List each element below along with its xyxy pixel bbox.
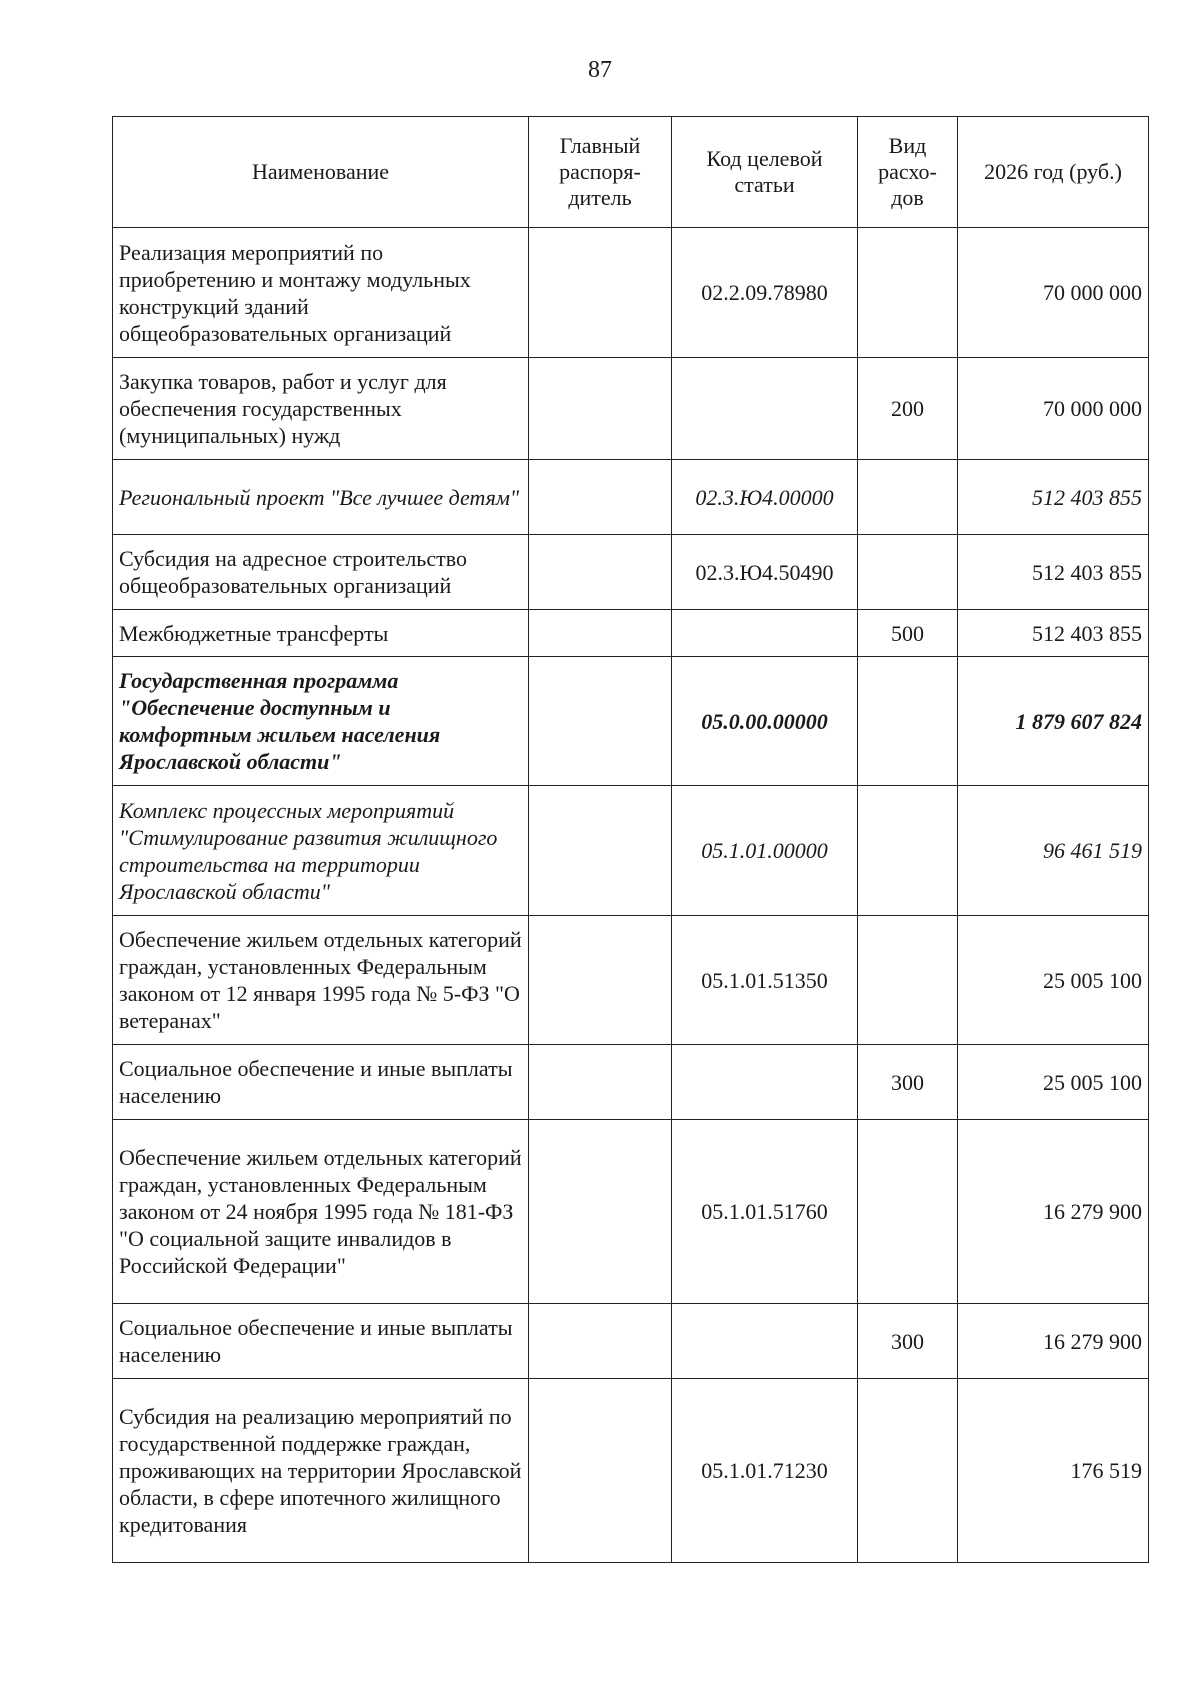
cell-name: Региональный проект "Все лучшее детям" [113,460,529,535]
table-row [113,657,1149,786]
cell-name: Реализация мероприятий по приобретению и монтажу модульных конструкций зданий общеобразовательных организаций [113,228,529,358]
cell-amount: 16 279 900 [958,1304,1149,1379]
cell-main-manager [529,1379,672,1563]
cell-expense-type [858,535,958,610]
cell-amount: 512 403 855 [958,535,1149,610]
table-row [113,786,1149,916]
cell-expense-type: 300 [858,1304,958,1379]
cell-name: Межбюджетные трансферты [113,610,529,657]
cell-amount: 176 519 [958,1379,1149,1563]
cell-amount: 96 461 519 [958,786,1149,916]
cell-expense-type [858,1379,958,1563]
header-year-2026: 2026 год (руб.) [958,117,1149,228]
cell-main-manager [529,228,672,358]
cell-target-code [672,1304,858,1379]
table-row [113,610,1149,657]
cell-expense-type [858,786,958,916]
cell-expense-type [858,228,958,358]
cell-target-code: 05.0.00.00000 [672,657,858,786]
header-main-manager: Главный распоря-дитель [529,117,672,228]
cell-expense-type: 500 [858,610,958,657]
table-row [113,460,1149,535]
table-row [113,535,1149,610]
cell-expense-type: 200 [858,358,958,460]
cell-amount: 16 279 900 [958,1120,1149,1304]
table-row [113,916,1149,1045]
cell-amount: 1 879 607 824 [958,657,1149,786]
table-row [113,1304,1149,1379]
table-row [113,358,1149,460]
cell-main-manager [529,358,672,460]
cell-amount: 512 403 855 [958,460,1149,535]
cell-name: Социальное обеспечение и иные выплаты населению [113,1045,529,1120]
cell-name: Обеспечение жильем отдельных категорий граждан, установленных Федеральным законом от 12 января 1995 года № 5-ФЗ "О ветеранах" [113,916,529,1045]
cell-main-manager [529,1045,672,1120]
cell-main-manager [529,786,672,916]
cell-target-code: 05.1.01.51350 [672,916,858,1045]
cell-target-code [672,610,858,657]
cell-amount: 70 000 000 [958,228,1149,358]
cell-expense-type [858,916,958,1045]
cell-expense-type [858,1120,958,1304]
cell-name: Субсидия на реализацию мероприятий по государственной поддержке граждан, проживающих на территории Ярославской области, в сфере ипотечного жилищного кредитования [113,1379,529,1563]
cell-expense-type [858,657,958,786]
table-row [113,1379,1149,1563]
cell-name: Государственная программа "Обеспечение доступным и комфортным жильем населения Ярославской области" [113,657,529,786]
cell-target-code: 05.1.01.71230 [672,1379,858,1563]
table-row [113,1120,1149,1304]
cell-name: Субсидия на адресное строительство общеобразовательных организаций [113,535,529,610]
cell-main-manager [529,460,672,535]
table-row [113,1045,1149,1120]
cell-main-manager [529,1120,672,1304]
budget-table [112,116,1149,1563]
header-expense-type: Вид расхо-дов [858,117,958,228]
cell-expense-type: 300 [858,1045,958,1120]
cell-expense-type [858,460,958,535]
header-target-code: Код целевой статьи [672,117,858,228]
cell-target-code: 02.2.09.78980 [672,228,858,358]
cell-name: Комплекс процессных мероприятий "Стимулирование развития жилищного строительства на территории Ярославской области" [113,786,529,916]
cell-target-code: 05.1.01.51760 [672,1120,858,1304]
header-name: Наименование [113,117,529,228]
cell-amount: 512 403 855 [958,610,1149,657]
cell-main-manager [529,535,672,610]
cell-amount: 70 000 000 [958,358,1149,460]
cell-name: Обеспечение жильем отдельных категорий граждан, установленных Федеральным законом от 24 ноября 1995 года № 181-ФЗ "О социальной защите инвалидов в Российской Федерации" [113,1120,529,1304]
cell-main-manager [529,610,672,657]
cell-target-code: 02.3.Ю4.50490 [672,535,858,610]
cell-name: Социальное обеспечение и иные выплаты населению [113,1304,529,1379]
cell-amount: 25 005 100 [958,916,1149,1045]
cell-main-manager [529,1304,672,1379]
cell-target-code [672,1045,858,1120]
cell-name: Закупка товаров, работ и услуг для обеспечения государственных (муниципальных) нужд [113,358,529,460]
cell-main-manager [529,657,672,786]
page-number: 87 [588,57,612,83]
cell-main-manager [529,916,672,1045]
cell-amount: 25 005 100 [958,1045,1149,1120]
cell-target-code: 05.1.01.00000 [672,786,858,916]
cell-target-code: 02.3.Ю4.00000 [672,460,858,535]
table-header-row [113,117,1149,228]
cell-target-code [672,358,858,460]
table-row [113,228,1149,358]
